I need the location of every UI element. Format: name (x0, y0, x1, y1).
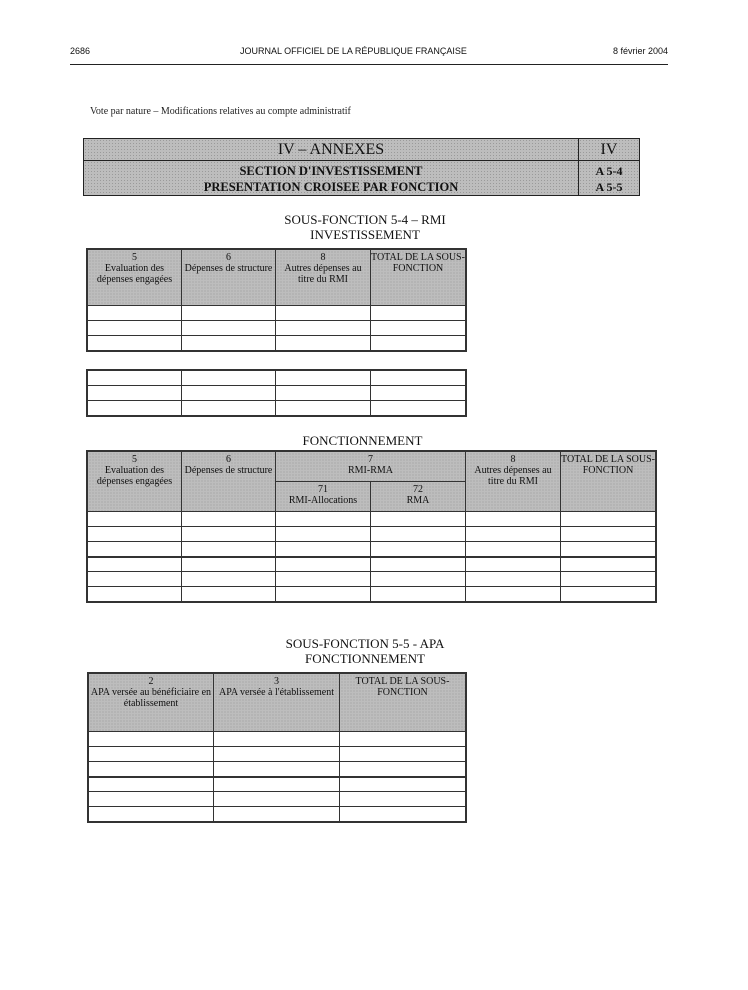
banner-title: IV – ANNEXES (84, 139, 578, 161)
rmi-title-line1: SOUS-FONCTION 5-4 – RMI (284, 212, 446, 227)
fonct-col-header-5: 8 Autres dépenses au titre du RMI (466, 452, 561, 512)
table-row (88, 401, 466, 416)
table-row (89, 732, 466, 747)
apa-title (200, 636, 530, 666)
table-row (88, 527, 656, 542)
table-row (89, 792, 466, 807)
apa-col-header-2: 3 APA versée à l'établissement (214, 674, 340, 732)
table-row (88, 557, 656, 572)
fonct-col-header-1: 5 Evaluation des dépenses engagées (88, 452, 182, 512)
banner-code2: A 5-5 (595, 180, 623, 194)
rmi-col-header-1: 5 Evaluation des dépenses engagées (88, 250, 182, 306)
table-row (88, 542, 656, 557)
fonct-col-header-2: 6 Dépenses de structure (182, 452, 276, 512)
table-row (88, 512, 656, 527)
rmi-invest-table (87, 249, 466, 351)
fonct-sub-header-1: 71 RMI-Allocations (276, 482, 371, 512)
table-row (89, 807, 466, 822)
banner-codes (579, 161, 639, 195)
rmi-title-line2: INVESTISSEMENT (310, 227, 420, 242)
fonct-col-header-6: TOTAL DE LA SOUS-FONCTION (561, 452, 656, 512)
rmi-title (200, 212, 530, 242)
page-header (70, 46, 668, 60)
publication-date: 8 février 2004 (612, 46, 668, 56)
page-number: 2686 (70, 46, 91, 56)
banner-subtitle (84, 161, 578, 195)
banner-code1: A 5-4 (595, 164, 623, 178)
banner-code-main: IV (579, 139, 639, 161)
rmi-col-header-2: 6 Dépenses de structure (182, 250, 276, 306)
annex-banner (83, 138, 640, 196)
fonct-group-header: 7 RMI-RMA (276, 452, 466, 482)
banner-line2: PRESENTATION CROISEE PAR FONCTION (203, 180, 459, 194)
table-row (88, 336, 466, 351)
header-rule (70, 64, 668, 65)
table-row (88, 386, 466, 401)
rmi-fonct-table (87, 451, 656, 602)
table-row (88, 587, 656, 602)
rmi-invest-totals-table (87, 370, 466, 416)
journal-title: JOURNAL OFFICIEL DE LA RÉPUBLIQUE FRANÇAISE (240, 46, 467, 56)
rmi-col-header-4: TOTAL DE LA SOUS-FONCTION (371, 250, 466, 306)
apa-table (88, 673, 466, 822)
apa-col-header-3: TOTAL DE LA SOUS-FONCTION (340, 674, 466, 732)
fonct-title: FONCTIONNEMENT (302, 433, 423, 448)
table-row (88, 306, 466, 321)
rmi-col-header-3: 8 Autres dépenses au titre du RMI (276, 250, 371, 306)
table-row (89, 777, 466, 792)
vote-line: Vote par nature – Modifications relatives au compte administratif (90, 106, 351, 117)
fonct-sub-header-2: 72 RMA (371, 482, 466, 512)
apa-title-line1: SOUS-FONCTION 5-5 - APA (285, 636, 445, 651)
table-row (88, 371, 466, 386)
table-row (88, 572, 656, 587)
table-row (88, 321, 466, 336)
table-row (89, 762, 466, 777)
apa-col-header-1: 2 APA versée au bénéficiaire en établissement (89, 674, 214, 732)
banner-line1: SECTION D'INVESTISSEMENT (239, 164, 423, 178)
table-row (89, 747, 466, 762)
apa-title-line2: FONCTIONNEMENT (305, 651, 425, 666)
